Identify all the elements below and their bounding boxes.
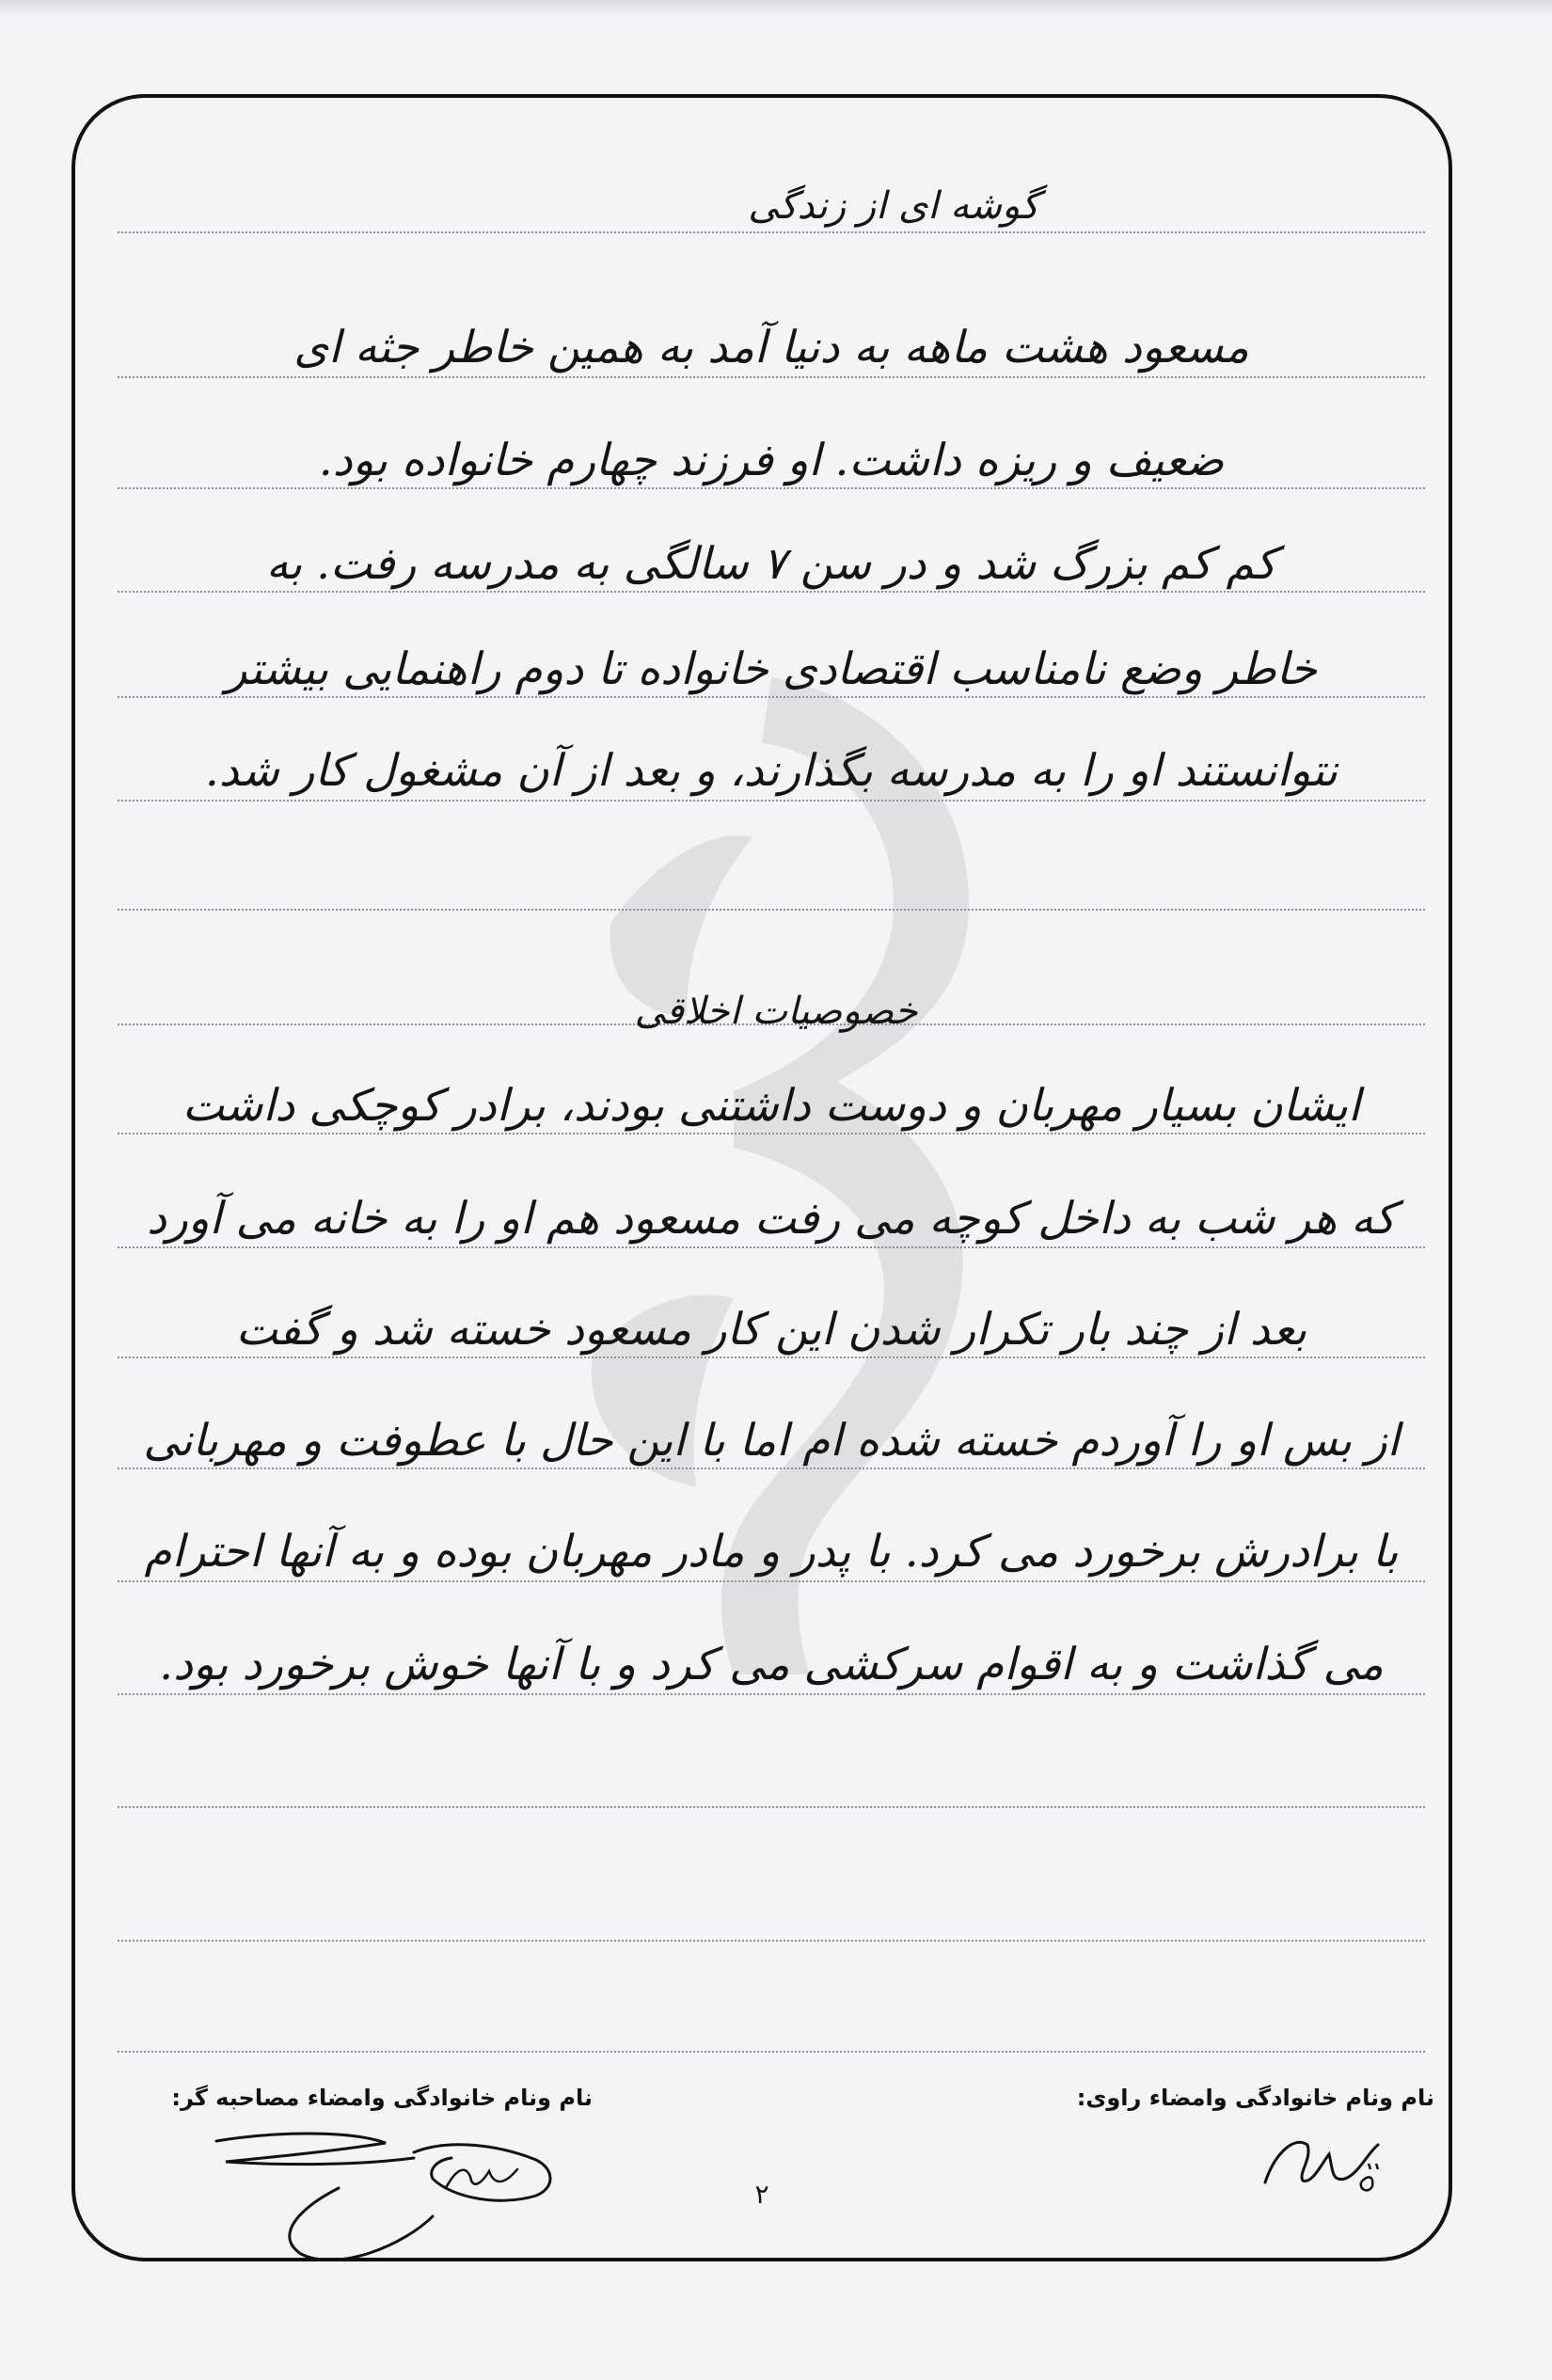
ruled-line — [118, 1357, 1425, 1358]
interviewer-signature-label: نام ونام خانوادگی وامضاء مصاحبه گر: — [171, 2085, 593, 2111]
ruled-line — [118, 909, 1425, 911]
page-number: ۲ — [754, 2179, 769, 2210]
scan-edge — [0, 0, 1552, 17]
ruled-line — [118, 696, 1425, 698]
ruled-line — [118, 1246, 1425, 1248]
ruled-line — [118, 1940, 1425, 1942]
handwritten-line: نتوانستند او را به مدرسه بگذارند، و بعد از آن مشغول کار شد. — [204, 745, 1338, 797]
handwritten-line: خاطر وضع نامناسب اقتصادی خانواده تا دوم راهنمایی بیشتر — [225, 643, 1318, 695]
ruled-line — [118, 800, 1425, 801]
ruled-line — [118, 1580, 1425, 1582]
handwritten-line: از بس او را آوردم خسته شده ام اما با این حال با عطوفت و مهربانی — [143, 1415, 1400, 1467]
interviewer-signature-icon — [198, 2103, 574, 2282]
handwritten-line: کم کم بزرگ شد و در سن ۷ سالگی به مدرسه رفت. به — [265, 538, 1277, 590]
page-title: گوشه ای از زندگی — [748, 184, 1039, 228]
ruled-line — [118, 1806, 1425, 1808]
ruled-line — [118, 591, 1425, 593]
narrator-signature-label: نام ونام خانوادگی وامضاء راوی: — [1076, 2085, 1434, 2111]
ruled-line — [118, 1468, 1425, 1469]
handwritten-line: با برادرش برخورد می کرد. با پدر و مادر مهربان بوده و به آنها احترام — [144, 1526, 1399, 1578]
handwritten-line: که هر شب به داخل کوچه می رفت مسعود هم او را به خانه می آورد — [147, 1193, 1396, 1245]
ruled-line — [118, 231, 1425, 233]
ruled-line — [118, 1133, 1425, 1134]
ruled-line — [118, 1693, 1425, 1695]
ruled-line — [118, 2051, 1425, 2053]
ruled-line — [118, 376, 1425, 378]
ruled-line — [118, 487, 1425, 489]
section-heading: خصوصیات اخلاقی — [634, 990, 918, 1033]
handwritten-line: مسعود هشت ماهه به دنیا آمد به همین خاطر جثه ای — [293, 322, 1249, 373]
handwritten-line: ضعیف و ریزه داشت. او فرزند چهارم خانواده بود. — [318, 435, 1225, 486]
handwritten-line: ایشان بسیار مهربان و دوست داشتنی بودند، برادر کوچکی داشت — [182, 1080, 1361, 1132]
handwritten-line: می گذاشت و به اقوام سرکشی می کرد و با آنها خوش برخورد بود. — [159, 1639, 1384, 1690]
narrator-signature-icon — [1256, 2117, 1397, 2201]
handwritten-line: بعد از چند بار تکرار شدن این کار مسعود خسته شد و گفت — [235, 1304, 1307, 1356]
